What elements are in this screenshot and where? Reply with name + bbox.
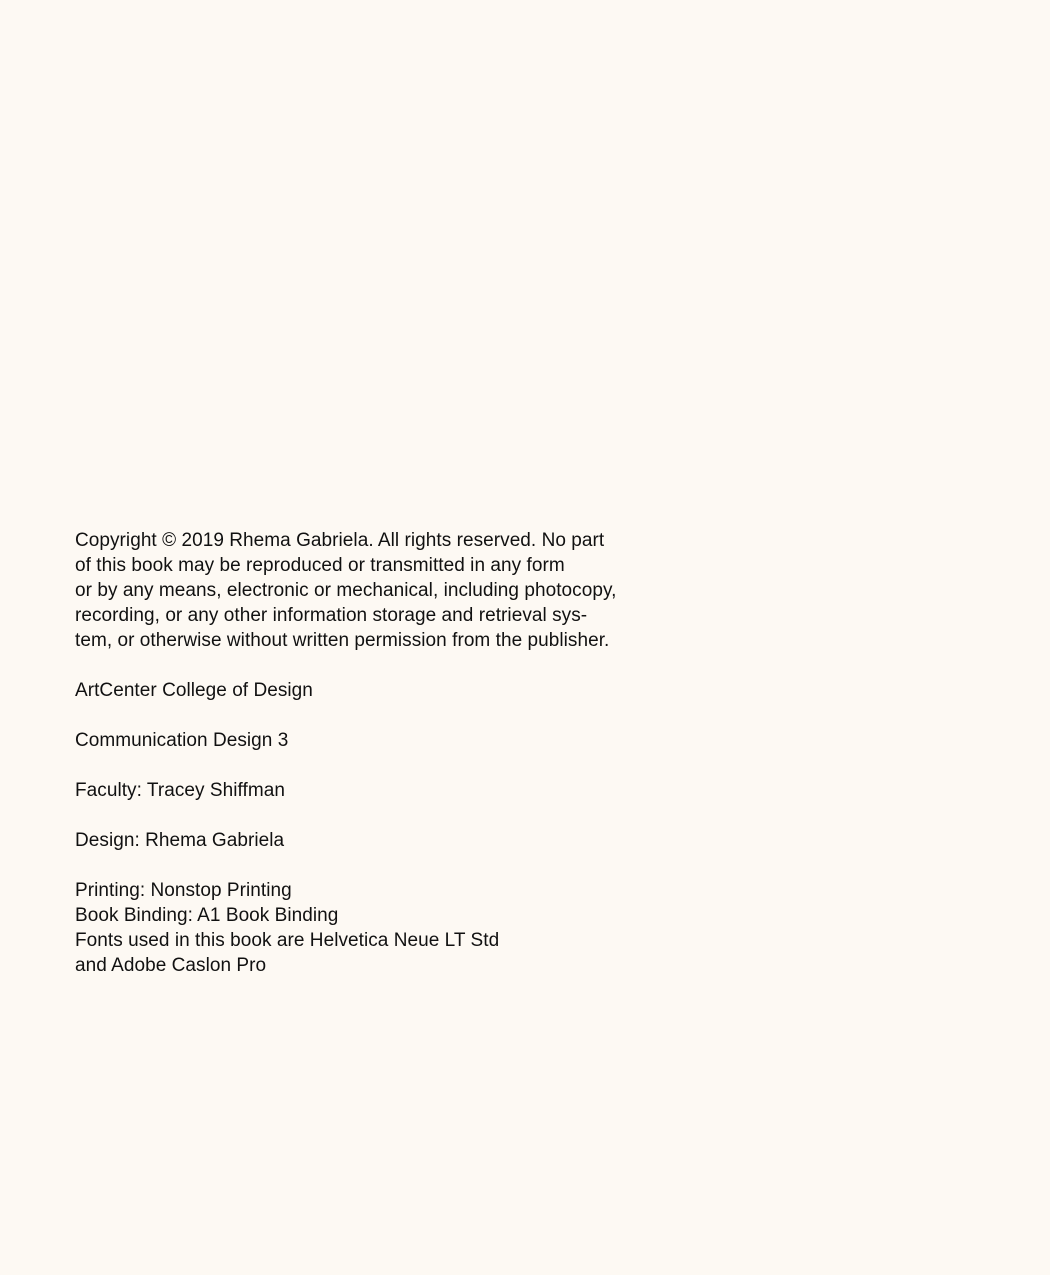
fonts-credit: and Adobe Caslon Pro bbox=[75, 955, 267, 976]
copyright-line: or by any means, electronic or mechanical, including photocopy, bbox=[75, 580, 617, 601]
design-block bbox=[75, 828, 675, 853]
institution-block bbox=[75, 678, 675, 703]
design-credit: Design: Rhema Gabriela bbox=[75, 830, 285, 851]
printing-credit: Printing: Nonstop Printing bbox=[75, 880, 292, 901]
binding-credit: Book Binding: A1 Book Binding bbox=[75, 905, 339, 926]
copyright-line: tem, or otherwise without written permission from the publisher. bbox=[75, 630, 610, 651]
copyright-line: Copyright © 2019 Rhema Gabriela. All rights reserved. No part bbox=[75, 530, 605, 551]
colophon-text bbox=[75, 528, 675, 978]
fonts-credit: Fonts used in this book are Helvetica Neue LT Std bbox=[75, 930, 500, 951]
copyright-line: recording, or any other information storage and retrieval sys- bbox=[75, 605, 588, 626]
faculty-block bbox=[75, 778, 675, 803]
institution-name: ArtCenter College of Design bbox=[75, 680, 313, 701]
copyright-line: of this book may be reproduced or transmitted in any form bbox=[75, 555, 565, 576]
faculty-credit: Faculty: Tracey Shiffman bbox=[75, 780, 285, 801]
course-name: Communication Design 3 bbox=[75, 730, 289, 751]
production-block bbox=[75, 878, 675, 978]
course-block bbox=[75, 728, 675, 753]
copyright-notice bbox=[75, 528, 675, 653]
